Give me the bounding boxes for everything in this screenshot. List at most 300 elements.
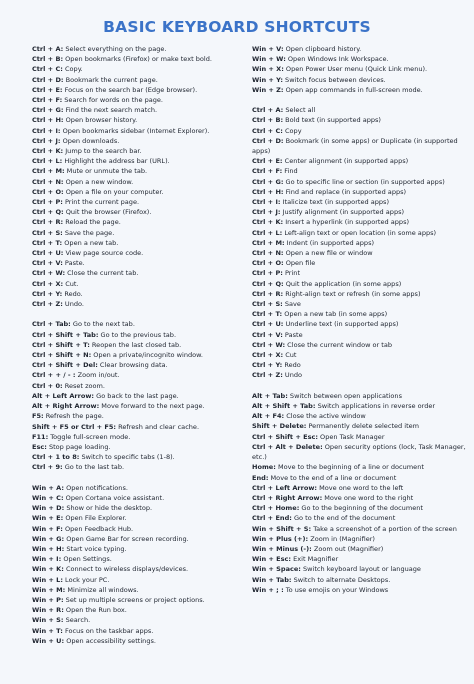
shortcut-description: Open notifications. xyxy=(63,483,128,492)
shortcut-description: To use emojis on your Windows xyxy=(283,585,389,594)
group-spacer xyxy=(252,95,472,105)
shortcut-line xyxy=(252,503,472,513)
shortcut-line xyxy=(32,585,242,595)
shortcut-keys: Ctrl + Z: xyxy=(252,371,283,380)
shortcut-keys: Ctrl + B: xyxy=(252,116,284,125)
group-spacer xyxy=(32,309,242,319)
shortcut-keys: Win + R: xyxy=(32,606,64,615)
shortcut-keys: Win + H: xyxy=(32,544,65,553)
shortcut-description: Reload the page. xyxy=(63,218,121,227)
shortcut-line xyxy=(252,197,472,207)
shortcut-keys: Home: xyxy=(252,463,276,472)
shortcut-line xyxy=(252,177,472,187)
shortcut-keys: Ctrl + Right Arrow: xyxy=(252,493,323,502)
shortcut-keys: Ctrl + Home: xyxy=(252,504,300,513)
shortcut-keys: Ctrl + K: xyxy=(252,218,284,227)
shortcut-keys: Win + M: xyxy=(32,585,66,594)
shortcut-line xyxy=(32,279,242,289)
shortcut-description: Quit the application (in some apps) xyxy=(283,279,402,288)
shortcut-line xyxy=(32,493,242,503)
shortcut-keys: Ctrl + L: xyxy=(32,157,63,166)
shortcut-description: Search. xyxy=(63,616,91,625)
shortcut-line xyxy=(252,105,472,115)
shortcut-line xyxy=(252,370,472,380)
shortcut-keys: Win + A: xyxy=(32,483,64,492)
shortcut-line xyxy=(252,575,472,585)
shortcut-line xyxy=(32,95,242,105)
shortcut-description: Open Task Manager xyxy=(317,432,385,441)
shortcut-keys: Ctrl + Shift + Tab: xyxy=(32,330,99,339)
shortcut-line xyxy=(252,289,472,299)
shortcut-description: Focus on the taskbar apps. xyxy=(62,626,154,635)
shortcut-line xyxy=(252,330,472,340)
shortcut-keys: Ctrl + Z: xyxy=(32,300,63,309)
shortcut-description: Move to the end of a line or document xyxy=(268,473,397,482)
shortcut-description: Open Feedback Hub. xyxy=(62,524,134,533)
shortcut-line xyxy=(32,483,242,493)
shortcut-line xyxy=(32,442,242,452)
shortcut-line xyxy=(252,228,472,238)
shortcut-description: Go to the end of the document xyxy=(291,514,396,523)
shortcut-keys: Win + P: xyxy=(32,595,64,604)
shortcut-description: Set up multiple screens or project options. xyxy=(63,595,205,604)
shortcut-description: Open a private/incognito window. xyxy=(91,351,203,360)
shortcut-line xyxy=(32,187,242,197)
shortcut-description: Start voice typing. xyxy=(64,544,127,553)
shortcut-keys: End: xyxy=(252,473,269,482)
shortcut-keys: Ctrl + Shift + N: xyxy=(32,351,92,360)
shortcut-keys: Ctrl + I: xyxy=(32,126,61,135)
shortcut-line xyxy=(32,360,242,370)
shortcut-line xyxy=(32,197,242,207)
shortcut-description: Open Windows Ink Workspace. xyxy=(285,55,389,64)
shortcut-group xyxy=(32,319,242,472)
shortcut-description: Select everything on the page. xyxy=(63,45,167,53)
shortcut-keys: Ctrl + I: xyxy=(252,198,281,207)
shortcut-line xyxy=(252,44,472,54)
shortcut-keys: Ctrl + M: xyxy=(32,167,65,176)
shortcut-keys: Ctrl + T: xyxy=(32,238,63,247)
shortcut-line xyxy=(32,575,242,585)
shortcut-description: Switch focus between devices. xyxy=(282,75,386,84)
shortcut-keys: Win + Z: xyxy=(252,85,284,94)
shortcut-description: Find and replace (in supported apps) xyxy=(283,187,407,196)
shortcut-keys: Shift + Delete: xyxy=(252,422,307,431)
shortcut-description: Focus on the search bar (Edge browser). xyxy=(62,85,198,94)
shortcut-keys: Ctrl + Q: xyxy=(32,208,64,217)
shortcut-line xyxy=(32,411,242,421)
shortcut-description: Refresh and clear cache. xyxy=(116,422,200,431)
shortcut-line xyxy=(32,534,242,544)
shortcut-description: Stop page loading. xyxy=(46,442,111,451)
shortcut-description: Refresh the page. xyxy=(43,412,104,421)
shortcut-keys: Ctrl + Left Arrow: xyxy=(252,483,318,492)
shortcut-keys: Ctrl + W: xyxy=(252,340,286,349)
shortcut-line xyxy=(32,75,242,85)
shortcut-line xyxy=(32,166,242,176)
shortcut-description: Open Settings. xyxy=(61,555,112,564)
shortcut-line xyxy=(252,473,472,483)
shortcut-line xyxy=(252,207,472,217)
shortcut-keys: Ctrl + End: xyxy=(252,514,292,523)
shortcut-line xyxy=(252,524,472,534)
shortcut-keys: Ctrl + H: xyxy=(252,187,284,196)
shortcut-keys: Win + Y: xyxy=(252,75,283,84)
shortcut-description: Zoom out (Magnifier) xyxy=(311,544,384,553)
shortcut-line xyxy=(32,554,242,564)
shortcut-description: Toggle full-screen mode. xyxy=(48,432,131,441)
shortcut-keys: Ctrl + D: xyxy=(252,136,284,145)
shortcut-line xyxy=(32,544,242,554)
shortcut-description: Open a new file or window xyxy=(283,249,373,258)
shortcut-keys: Ctrl + K: xyxy=(32,147,64,156)
shortcut-keys: Win + G: xyxy=(32,534,65,543)
shortcut-line xyxy=(32,636,242,646)
shortcut-line xyxy=(252,360,472,370)
shortcut-description: Redo. xyxy=(62,289,83,298)
shortcut-keys: Ctrl + 9: xyxy=(32,463,63,472)
shortcut-line xyxy=(32,615,242,625)
shortcut-description: Connect to wireless displays/devices. xyxy=(63,565,189,574)
shortcut-keys: Ctrl + B: xyxy=(32,55,64,64)
shortcut-description: Move one word to the left xyxy=(317,483,404,492)
shortcut-keys: Alt + Shift + Tab: xyxy=(252,402,316,411)
shortcut-line xyxy=(252,513,472,523)
shortcut-line xyxy=(252,554,472,564)
shortcut-description: Close the current tab. xyxy=(65,269,139,278)
shortcut-line xyxy=(32,289,242,299)
shortcut-keys: Ctrl + M: xyxy=(252,238,285,247)
shortcut-description: Close the current window or tab xyxy=(285,340,393,349)
shortcut-description: Insert a hyperlink (in supported apps) xyxy=(283,218,410,227)
shortcut-description: Jump to the search bar. xyxy=(63,147,142,156)
shortcut-description: Open bookmarks (Firefox) or make text bold. xyxy=(63,55,212,64)
shortcut-description: Find the next search match. xyxy=(63,106,158,115)
shortcut-keys: Win + Plus (+): xyxy=(252,534,309,543)
shortcut-keys: Ctrl + P: xyxy=(32,198,63,207)
shortcut-line xyxy=(252,258,472,268)
shortcut-keys: Win + V: xyxy=(252,45,284,53)
group-spacer xyxy=(32,473,242,483)
shortcut-line xyxy=(252,319,472,329)
shortcut-description: Open app commands in full-screen mode. xyxy=(283,85,423,94)
shortcut-description: View page source code. xyxy=(63,249,144,258)
shortcut-line xyxy=(32,503,242,513)
shortcut-line xyxy=(32,115,242,125)
shortcut-keys: Win + Esc: xyxy=(252,555,292,564)
shortcut-group xyxy=(32,44,242,309)
shortcut-keys: Ctrl + D: xyxy=(32,75,64,84)
shortcut-keys: Ctrl + W: xyxy=(32,269,66,278)
shortcut-line xyxy=(252,268,472,278)
shortcut-line xyxy=(32,248,242,258)
shortcut-description: Move one word to the right xyxy=(322,493,414,502)
shortcut-line xyxy=(32,217,242,227)
shortcut-keys: Win + C: xyxy=(32,493,64,502)
shortcut-description: Go to the beginning of the document xyxy=(299,504,423,513)
shortcut-keys: Win + S: xyxy=(32,616,64,625)
shortcut-description: Open a new window. xyxy=(63,177,134,186)
shortcut-keys: Win + U: xyxy=(32,636,65,645)
left-column xyxy=(32,44,242,646)
shortcut-description: Justify alignment (in supported apps) xyxy=(280,208,405,217)
shortcut-description: Save the page. xyxy=(62,228,115,237)
page-title: BASIC KEYBOARD SHORTCUTS xyxy=(103,18,371,36)
shortcut-line xyxy=(32,626,242,636)
shortcut-description: Paste. xyxy=(62,259,85,268)
shortcut-description: Open security options (lock, Task Manager, etc.) xyxy=(252,442,466,462)
shortcut-description: Switch to alternate Desktops. xyxy=(291,575,391,584)
shortcut-description: Open file xyxy=(283,259,316,268)
shortcut-line xyxy=(32,381,242,391)
shortcut-description: Left-align text or open location (in some apps) xyxy=(282,228,437,237)
shortcut-line xyxy=(252,54,472,64)
shortcut-keys: Ctrl + T: xyxy=(252,310,283,319)
shortcut-line xyxy=(32,54,242,64)
shortcut-keys: Ctrl + A: xyxy=(252,106,284,115)
shortcut-keys: Ctrl + Q: xyxy=(252,279,284,288)
shortcut-description: Paste xyxy=(282,330,303,339)
shortcut-description: Print the current page. xyxy=(62,198,140,207)
shortcut-description: Search for words on the page. xyxy=(62,96,164,105)
shortcut-description: Save xyxy=(282,300,301,309)
shortcut-description: Switch keyboard layout or language xyxy=(300,565,421,574)
shortcut-line xyxy=(252,166,472,176)
shortcut-keys: Ctrl + A: xyxy=(32,45,64,53)
shortcut-keys: Esc: xyxy=(32,442,47,451)
shortcut-line xyxy=(32,238,242,248)
shortcut-keys: Win + ; : xyxy=(252,585,284,594)
shortcut-line xyxy=(252,136,472,156)
shortcut-keys: Win + L: xyxy=(32,575,63,584)
shortcut-description: Open File Explorer. xyxy=(63,514,127,523)
shortcut-keys: F11: xyxy=(32,432,49,441)
shortcut-keys: Alt + Left Arrow: xyxy=(32,391,95,400)
shortcut-line xyxy=(252,564,472,574)
shortcut-line xyxy=(252,585,472,595)
shortcut-line xyxy=(32,422,242,432)
shortcut-keys: Win + T: xyxy=(32,626,63,635)
shortcut-group xyxy=(252,44,472,95)
shortcut-line xyxy=(252,483,472,493)
shortcut-line xyxy=(252,544,472,554)
shortcut-keys: Win + X: xyxy=(252,65,284,74)
shortcut-description: Go to the last tab. xyxy=(62,463,125,472)
shortcut-description: Print xyxy=(282,269,301,278)
shortcut-keys: Win + D: xyxy=(32,504,65,513)
shortcut-keys: Ctrl + N: xyxy=(32,177,64,186)
shortcut-description: Italicize text (in supported apps) xyxy=(280,198,390,207)
shortcut-description: Open a file on your computer. xyxy=(63,187,164,196)
shortcut-description: Copy. xyxy=(62,65,83,74)
shortcut-line xyxy=(32,605,242,615)
shortcut-keys: Win + K: xyxy=(32,565,64,574)
shortcut-description: Cut xyxy=(283,351,297,360)
right-column xyxy=(252,44,472,595)
shortcut-description: Right-align text or refresh (in some apps) xyxy=(283,289,421,298)
shortcut-keys: Ctrl + N: xyxy=(252,249,284,258)
shortcut-line xyxy=(252,340,472,350)
shortcut-line xyxy=(252,401,472,411)
group-spacer xyxy=(252,381,472,391)
shortcut-keys: Ctrl + X: xyxy=(32,279,64,288)
shortcut-description: Open browser history. xyxy=(63,116,138,125)
shortcut-keys: Ctrl + O: xyxy=(252,259,284,268)
shortcut-keys: Ctrl + Shift + Del: xyxy=(32,361,98,370)
shortcut-line xyxy=(32,524,242,534)
shortcut-keys: Ctrl + 1 to 8: xyxy=(32,453,80,462)
shortcut-line xyxy=(32,319,242,329)
shortcut-description: Exit Magnifier xyxy=(291,555,339,564)
shortcut-description: Center alignment (in supported apps) xyxy=(282,157,409,166)
shortcut-description: Highlight the address bar (URL). xyxy=(62,157,170,166)
shortcut-line xyxy=(32,136,242,146)
shortcut-description: Permanently delete selected item xyxy=(306,422,420,431)
shortcut-description: Close the active window xyxy=(284,412,366,421)
shortcut-line xyxy=(32,391,242,401)
shortcut-line xyxy=(252,299,472,309)
shortcut-description: Bookmark the current page. xyxy=(63,75,158,84)
shortcut-keys: Ctrl + F: xyxy=(32,96,63,105)
shortcut-keys: Win + E: xyxy=(32,514,64,523)
shortcut-line xyxy=(252,391,472,401)
shortcut-line xyxy=(252,126,472,136)
shortcut-line xyxy=(32,258,242,268)
shortcut-keys: Ctrl + O: xyxy=(32,187,64,196)
shortcut-line xyxy=(32,146,242,156)
shortcut-group xyxy=(32,483,242,646)
shortcut-description: Go to the previous tab. xyxy=(98,330,177,339)
shortcut-keys: Ctrl + R: xyxy=(252,289,284,298)
shortcut-description: Move forward to the next page. xyxy=(99,402,205,411)
shortcut-keys: Win + Space: xyxy=(252,565,301,574)
shortcut-description: Reopen the last closed tab. xyxy=(89,340,182,349)
shortcut-description: Take a screenshot of a portion of the screen xyxy=(311,524,457,533)
shortcut-description: Undo. xyxy=(62,300,84,309)
shortcut-line xyxy=(252,115,472,125)
shortcut-group xyxy=(252,105,472,380)
shortcut-line xyxy=(252,75,472,85)
shortcut-line xyxy=(32,177,242,187)
shortcut-line xyxy=(32,432,242,442)
shortcut-line xyxy=(32,462,242,472)
shortcut-keys: Ctrl + G: xyxy=(252,177,284,186)
shortcut-description: Underline text (in supported apps) xyxy=(283,320,399,329)
shortcut-description: Select all xyxy=(283,106,316,115)
shortcut-line xyxy=(252,85,472,95)
shortcut-keys: Ctrl + R: xyxy=(32,218,64,227)
shortcut-description: Clear browsing data. xyxy=(97,361,168,370)
shortcut-keys: Shift + F5 or Ctrl + F5: xyxy=(32,422,117,431)
shortcut-keys: Ctrl + Tab: xyxy=(32,320,71,329)
shortcut-group xyxy=(252,391,472,595)
shortcut-description: Move to the beginning of a line or document xyxy=(275,463,424,472)
shortcut-keys: Ctrl + X: xyxy=(252,351,284,360)
shortcut-keys: Win + F: xyxy=(32,524,63,533)
shortcut-keys: Win + Tab: xyxy=(252,575,292,584)
shortcut-line xyxy=(32,126,242,136)
shortcut-keys: Ctrl + Y: xyxy=(252,361,283,370)
shortcut-description: Minimize all windows. xyxy=(65,585,139,594)
shortcut-keys: Ctrl + C: xyxy=(252,126,283,135)
shortcut-line xyxy=(252,421,472,431)
shortcut-line xyxy=(32,564,242,574)
shortcut-line xyxy=(252,493,472,503)
shortcut-line xyxy=(32,452,242,462)
shortcut-description: Switch to specific tabs (1-8). xyxy=(79,453,175,462)
shortcut-description: Open a new tab (in some apps) xyxy=(282,310,388,319)
shortcut-description: Bold text (in supported apps) xyxy=(283,116,381,125)
shortcut-keys: Ctrl + C: xyxy=(32,65,63,74)
shortcut-line xyxy=(252,279,472,289)
shortcut-description: Bookmark (in some apps) or Duplicate (in supported apps) xyxy=(252,136,458,156)
shortcut-keys: Alt + Tab: xyxy=(252,391,288,400)
shortcut-description: Open the Run box. xyxy=(63,606,127,615)
shortcut-keys: Ctrl + G: xyxy=(32,106,64,115)
shortcut-line xyxy=(32,44,242,54)
shortcut-keys: Ctrl + S: xyxy=(32,228,63,237)
shortcut-keys: Win + Minus (-): xyxy=(252,544,312,553)
shortcut-line xyxy=(32,370,242,380)
shortcut-keys: Win + W: xyxy=(252,55,286,64)
shortcut-description: Cut. xyxy=(63,279,79,288)
shortcut-keys: Ctrl + Shift + T: xyxy=(32,340,90,349)
shortcut-line xyxy=(32,268,242,278)
shortcut-keys: Win + I: xyxy=(32,555,62,564)
shortcut-line xyxy=(32,330,242,340)
shortcut-keys: Ctrl + U: xyxy=(252,320,284,329)
shortcut-keys: Ctrl + J: xyxy=(252,208,281,217)
shortcut-line xyxy=(252,462,472,472)
shortcut-keys: Ctrl + E: xyxy=(252,157,283,166)
shortcut-line xyxy=(252,442,472,462)
shortcut-keys: Ctrl + Shift + Esc: xyxy=(252,432,318,441)
shortcut-description: Show or hide the desktop. xyxy=(64,504,153,513)
shortcut-line xyxy=(32,513,242,523)
shortcut-description: Open clipboard history. xyxy=(283,45,362,53)
shortcut-keys: Alt + Right Arrow: xyxy=(32,402,100,411)
shortcut-description: Zoom in (Magnifier) xyxy=(308,534,375,543)
shortcut-keys: Ctrl + F: xyxy=(252,167,283,176)
shortcut-description: Undo xyxy=(282,371,303,380)
shortcut-keys: Ctrl + Alt + Delete: xyxy=(252,442,323,451)
shortcut-line xyxy=(32,340,242,350)
shortcut-description: Find xyxy=(282,167,298,176)
shortcut-keys: Ctrl + Y: xyxy=(32,289,63,298)
shortcut-description: Switch between open applications xyxy=(287,391,402,400)
shortcut-keys: Ctrl + 0: xyxy=(32,381,63,390)
shortcut-keys: Ctrl + U: xyxy=(32,249,64,258)
shortcut-line xyxy=(252,156,472,166)
shortcut-line xyxy=(252,350,472,360)
shortcut-keys: Ctrl + S: xyxy=(252,300,283,309)
shortcut-line xyxy=(252,411,472,421)
shortcut-description: Switch applications in reverse order xyxy=(315,402,436,411)
shortcut-description: Open Power User menu (Quick Link menu). xyxy=(283,65,428,74)
shortcut-description: Open accessibility settings. xyxy=(64,636,156,645)
shortcut-line xyxy=(252,432,472,442)
shortcut-description: Go to the next tab. xyxy=(70,320,135,329)
shortcut-keys: Ctrl + + / - : xyxy=(32,371,76,380)
shortcut-description: Mute or unmute the tab. xyxy=(64,167,148,176)
shortcut-keys: Ctrl + E: xyxy=(32,85,63,94)
shortcut-description: Open Cortana voice assistant. xyxy=(63,493,165,502)
columns xyxy=(12,44,466,684)
shortcut-description: Go back to the last page. xyxy=(94,391,179,400)
shortcut-line xyxy=(32,595,242,605)
shortcut-line xyxy=(32,85,242,95)
shortcut-line xyxy=(252,248,472,258)
